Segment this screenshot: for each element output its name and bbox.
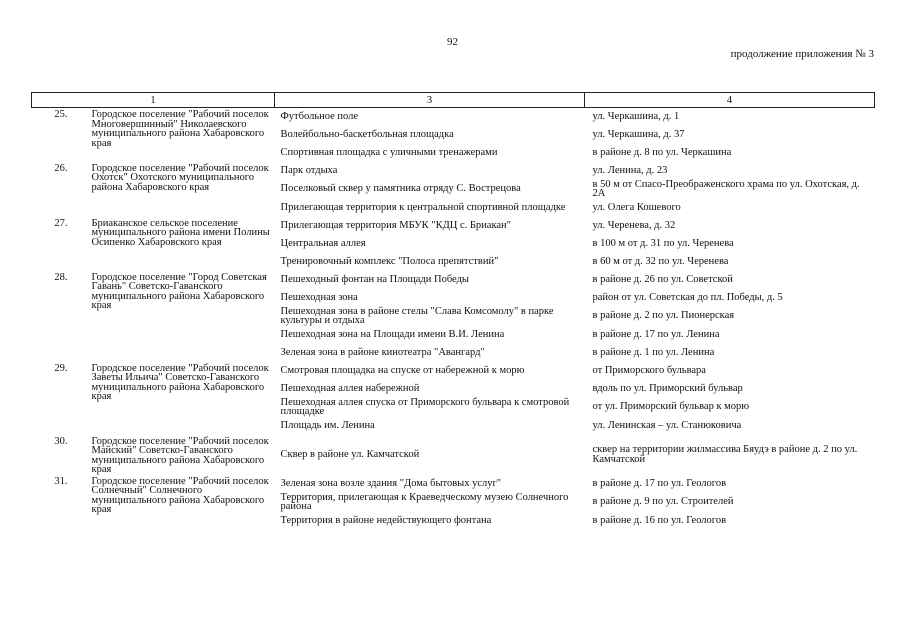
object-name: Пешеходная аллея набережной: [280, 382, 420, 394]
object-name: Спортивная площадка с уличными тренажерами: [280, 146, 498, 158]
settlement-name: Городское поселение "Рабочий поселок Солнечный" Солнечного муниципального района Хабаровского края: [91, 475, 269, 515]
object-address: ул. Черенева, д. 32: [592, 219, 676, 231]
table-row: [32, 217, 875, 235]
settlement-name: Городское поселение "Рабочий поселок Заветы Ильича" Советско-Гаванского муниципального района Хабаровского края: [91, 362, 269, 402]
page-number: 92: [447, 36, 458, 48]
object-address: в районе д. 8 по ул. Черкашина: [592, 146, 732, 158]
object-address: район от ул. Советская до пл. Победы, д. 5: [592, 291, 783, 303]
object-name: Тренировочный комплекс "Полоса препятствий": [280, 255, 499, 267]
object-name: Пешеходная аллея спуска от Приморского бульвара к смотровой площадке: [280, 396, 570, 417]
header-col-4: 4: [585, 93, 875, 108]
settlement-name: Городское поселение "Рабочий поселок Охотск" Охотского муниципального района Хабаровского края: [91, 162, 269, 193]
section-number: 28.: [54, 271, 68, 283]
object-address: в районе д. 9 по ул. Строителей: [592, 496, 734, 508]
section-number: 25.: [54, 109, 68, 120]
object-name: Пешеходная зона в районе стелы "Слава Комсомолу" в парке культуры и отдыха: [280, 305, 554, 326]
object-address: в 50 м от Спасо-Преображенского храма по ул. Охотская, д. 2А: [592, 178, 860, 199]
object-name: Прилегающая территория к центральной спортивной площадке: [280, 201, 566, 213]
table-row: [32, 362, 875, 380]
table-row: [32, 108, 875, 126]
section-number: 26.: [54, 162, 68, 174]
object-name: Зеленая зона в районе кинотеатра "Авангард": [280, 346, 485, 358]
object-address: в 100 м от д. 31 по ул. Черенева: [592, 237, 734, 249]
object-name: Площадь им. Ленина: [280, 419, 375, 431]
table-row: [32, 475, 875, 493]
settlement-name: Бриаканское сельское поселение муниципального района имени Полины Осипенко Хабаровского края: [91, 217, 270, 248]
table-row: [32, 435, 875, 475]
object-name: Центральная аллея: [280, 237, 366, 249]
object-name: Территория в районе недействующего фонтана: [280, 514, 492, 526]
section-number: 30.: [54, 435, 68, 447]
object-address: ул. Олега Кошевого: [592, 201, 681, 213]
appendix-table: [31, 92, 875, 530]
settlement-name: Городское поселение "Город Советская Гавань" Советско-Гаванского муниципального района Хабаровского края: [91, 271, 267, 311]
section-number: 29.: [54, 362, 68, 374]
object-address: в районе д. 1 по ул. Ленина: [592, 346, 715, 358]
object-address: ул. Ленина, д. 23: [592, 164, 668, 176]
object-name: Парк отдыха: [280, 164, 338, 176]
table-body: [32, 108, 875, 530]
header-col-1: 1: [32, 93, 275, 108]
continuation-note: продолжение приложения № 3: [730, 48, 874, 60]
object-name: Пешеходный фонтан на Площади Победы: [280, 273, 469, 285]
object-address: от ул. Приморский бульвар к морю: [592, 401, 750, 413]
object-address: в районе д. 2 по ул. Пионерская: [592, 310, 735, 322]
section-number: 27.: [54, 217, 68, 229]
object-name: Территория, прилегающая к Краеведческому музею Солнечного района: [280, 491, 569, 512]
object-name: Пешеходная зона: [280, 291, 358, 303]
table-header-row: [32, 93, 875, 108]
object-address: в районе д. 17 по ул. Геологов: [592, 477, 727, 489]
object-address: от Приморского бульвара: [592, 364, 706, 376]
object-address: в районе д. 17 по ул. Ленина: [592, 328, 720, 340]
object-name: Волейбольно-баскетбольная площадка: [280, 128, 454, 140]
object-name: Смотровая площадка на спуске от набережной к морю: [280, 364, 525, 376]
object-name: Пешеходная зона на Площади имени В.И. Ленина: [280, 328, 505, 340]
object-address: сквер на территории жилмассива Бяудэ в районе д. 2 по ул. Камчатской: [592, 444, 858, 465]
object-name: Поселковый сквер у памятника отряду С. Вострецова: [280, 183, 521, 195]
table-row: [32, 162, 875, 180]
settlement-name: Городское поселение "Рабочий поселок Майский" Советско-Гаванского муниципального района Хабаровского края: [91, 435, 269, 475]
object-address: ул. Черкашина, д. 37: [592, 128, 685, 140]
object-name: Зеленая зона возле здания "Дома бытовых услуг": [280, 477, 502, 489]
header-col-3: 3: [275, 93, 585, 108]
object-name: Сквер в районе ул. Камчатской: [280, 448, 420, 460]
table-row: [32, 271, 875, 289]
object-address: в районе д. 16 по ул. Геологов: [592, 514, 727, 526]
object-address: в районе д. 26 по ул. Советской: [592, 273, 733, 285]
object-address: в 60 м от д. 32 по ул. Черенева: [592, 255, 729, 267]
object-address: ул. Черкашина, д. 1: [592, 111, 680, 122]
object-address: ул. Ленинская – ул. Станюковича: [592, 419, 742, 431]
object-name: Футбольное поле: [280, 111, 359, 122]
section-number: 31.: [54, 475, 68, 487]
settlement-name: Городское поселение "Рабочий поселок Многовершинный" Николаевского муниципального района Хабаровского края: [91, 109, 269, 149]
object-address: вдоль по ул. Приморский бульвар: [592, 382, 743, 394]
object-name: Прилегающая территория МБУК "КДЦ с. Бриакан": [280, 219, 511, 231]
